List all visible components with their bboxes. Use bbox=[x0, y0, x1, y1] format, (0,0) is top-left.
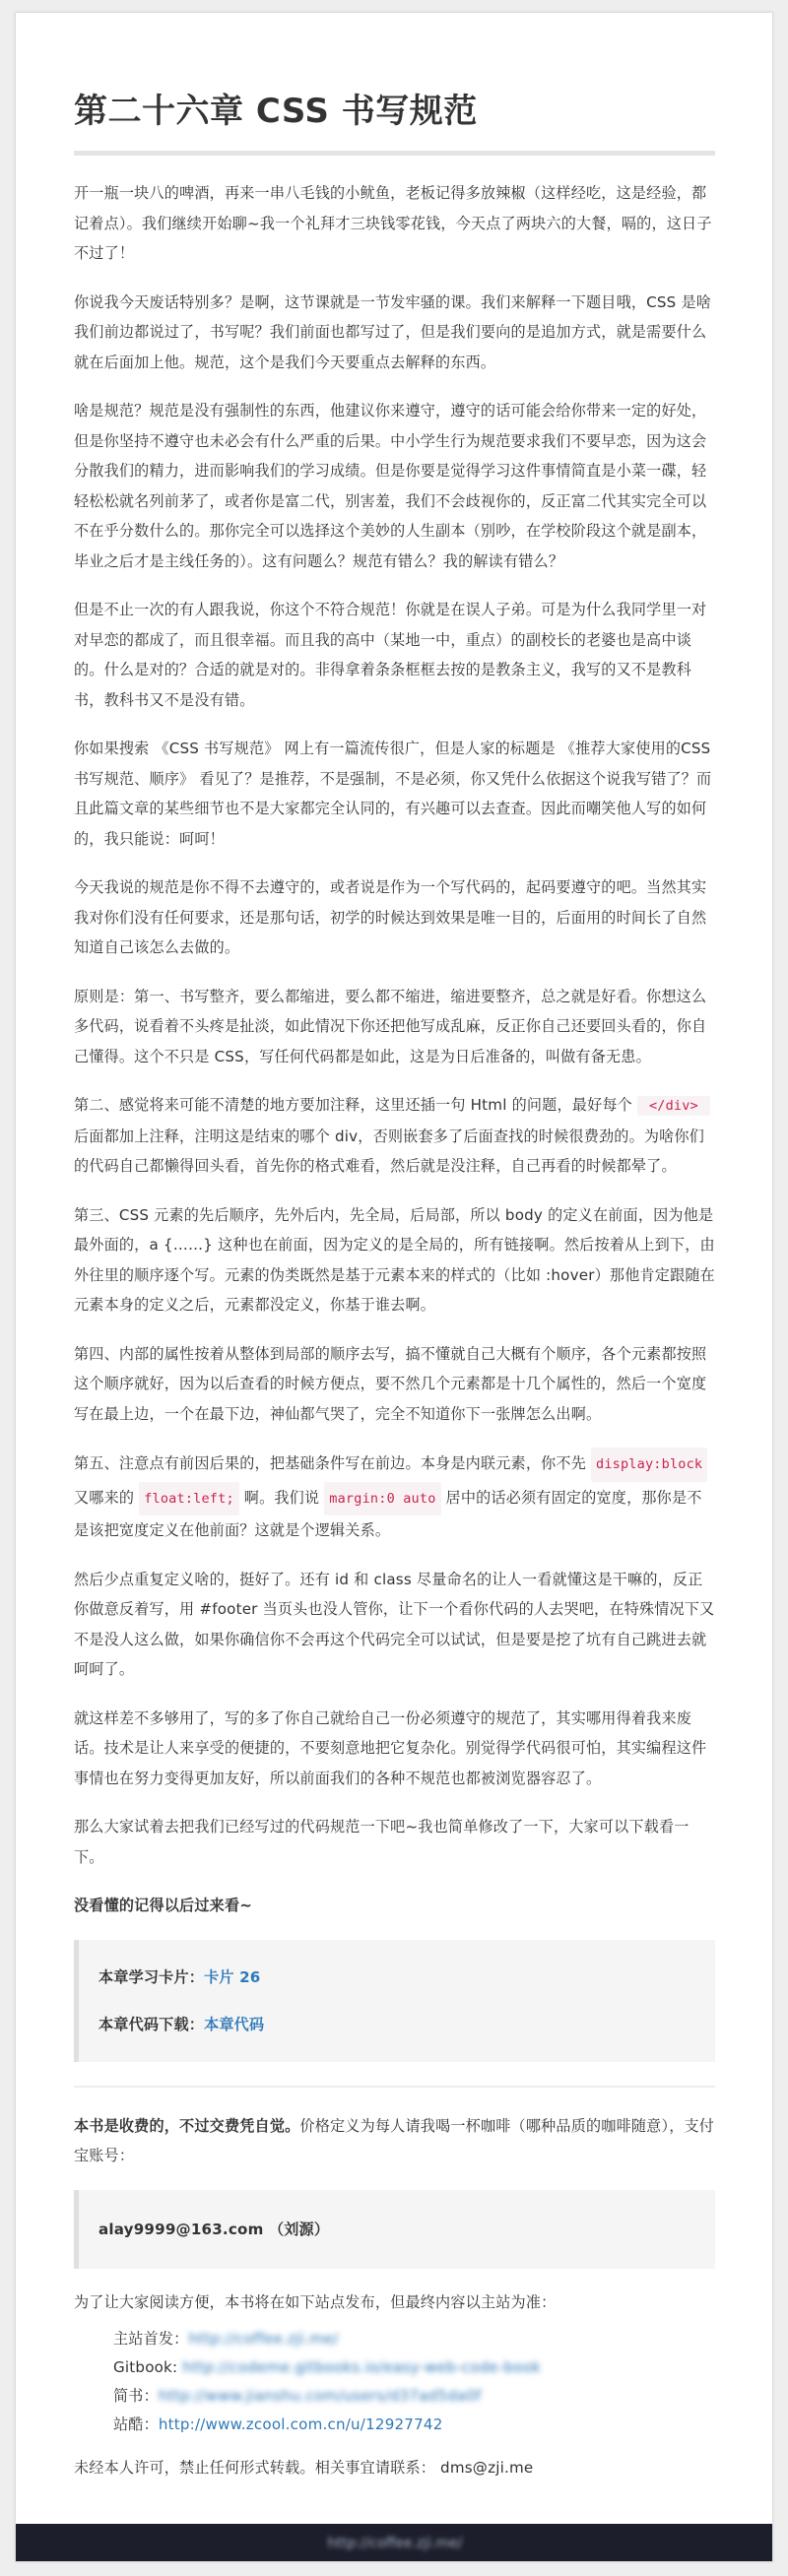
account-text: alay9999@163.com （刘源） bbox=[98, 2220, 330, 2238]
code-line bbox=[98, 2001, 715, 2048]
site-link[interactable]: http://coffee.zji.me/ bbox=[188, 2330, 339, 2348]
account-block bbox=[74, 2190, 715, 2269]
page bbox=[15, 12, 773, 2562]
inline-code: </div> bbox=[637, 1096, 710, 1116]
paragraph: 那么大家试着去把我们已经写过的代码规范一下吧~我也简单修改了一下，大家可以下载看一下。 bbox=[74, 1818, 690, 1866]
inline-code: display:block bbox=[591, 1448, 707, 1482]
site-label: Gitbook: bbox=[113, 2358, 183, 2376]
contact-line: 未经本人许可，禁止任何形式转载。相关事宜请联系： dms@zji.me bbox=[74, 2459, 534, 2477]
payment-note bbox=[74, 2111, 715, 2171]
code-label: 本章代码下载： bbox=[98, 2015, 205, 2033]
paragraph: 原则是：第一、书写整齐，要么都缩进，要么都不缩进，缩进要整齐，总之就是好看。你想这么多代码，说看着不头疼是扯淡，如此情况下你还把他写成乱麻，反正你自己还要回头看的，你自己懂得。这个不只是 CSS，写任何代码都是如此，这是为日后准备的，叫做有备无患。 bbox=[74, 987, 707, 1065]
card-link-text: 卡片 26 bbox=[204, 1967, 261, 1986]
site-label: 简书： bbox=[113, 2387, 159, 2405]
inline-code: float:left; bbox=[139, 1482, 239, 1516]
paragraph: 开一瓶一块八的啤酒，再来一串八毛钱的小鱿鱼，老板记得多放辣椒（这样经吃，这是经验，都记着点）。我们继续开始聊~我一个礼拜才三块钱零花钱，今天点了两块六的大餐，嗝的，这日子不过了！ bbox=[74, 184, 712, 262]
article bbox=[74, 13, 715, 2483]
paragraph: 你如果搜索 《CSS 书写规范》 网上有一篇流传很广，但是人家的标题是 《推荐大家使用的CSS书写规范、顺序》 看见了？是推荐，不是强制，不是必须，你又凭什么依据这个说我写错了？而且此篇文章的某些细节也不是大家都完全认同的，有兴趣可以去查查。因此而嘲笑他人写的如何的，我只能说：呵呵！ bbox=[74, 740, 712, 848]
site-item bbox=[113, 2353, 715, 2382]
site-label: 站酷： bbox=[113, 2415, 159, 2433]
publish-intro: 为了让大家阅读方便，本书将在如下站点发布，但最终内容以主站为准： bbox=[74, 2292, 557, 2311]
card-label: 本章学习卡片： bbox=[98, 1967, 205, 1986]
inline-code: margin:0 auto bbox=[324, 1482, 440, 1516]
account-line bbox=[98, 2215, 715, 2244]
paragraph-fifth-rule bbox=[74, 1448, 715, 1546]
site-link[interactable]: http://www.zcool.com.cn/u/12927742 bbox=[158, 2415, 443, 2433]
payment-bold: 本书是收费的，不过交费凭自觉。 bbox=[74, 2116, 300, 2135]
bold-text: 没看懂的记得以后过来看~ bbox=[74, 1897, 253, 1914]
paragraph-third-rule: 第三、CSS 元素的先后顺序，先外后内，先全局，后局部，所以 body 的定义在前面，因为他是最外面的，a {……} 这种也在前面，因为定义的是全局的，所有链接啊。然后按着从上到下，由外往里的顺序逐个写。元素的伪类既然是基于元素本来的样式的（比如 :hover）那他肯定跟随在元素本身的定义之后，元素都没定义，你基于谁去啊。 bbox=[74, 1205, 715, 1314]
text: 第五、注意点有前因后果的，把基础条件写在前边。本身是内联元素，你不先 bbox=[74, 1454, 586, 1472]
site-link[interactable]: http://www.jianshu.com/users/d37ad5da0f bbox=[158, 2387, 482, 2405]
text: 啊。我们说 bbox=[243, 1488, 320, 1507]
footer-bar bbox=[16, 2524, 773, 2562]
site-label: 主站首发： bbox=[113, 2330, 189, 2348]
paragraph: 然后少点重复定义啥的，挺好了。还有 id 和 class 尽量命名的让人一看就懂这是干嘛的，反正你做意反着写，用 #footer 当页头也没人管你，让下一个看你代码的人去哭吧，在特殊情况下又不是没人这么做，如果你确信你不会再这个代码完全可以试试，但是要是挖了坑有自己跳进去就呵呵了。 bbox=[74, 1570, 715, 1678]
divider bbox=[74, 2086, 715, 2088]
paragraph: 你说我今天废话特别多？是啊，这节课就是一节发牢骚的课。我们来解释一下题目哦，CSS 是啥我们前边都说过了，书写呢？我们前面也都写过了，但是我们要向的是追加方式，就是需要什么就在后面加上他。规范，这个是我们今天要重点去解释的东西。 bbox=[74, 292, 712, 371]
paragraph-fourth-rule: 第四、内部的属性按着从整体到局部的顺序去写，搞不懂就自己大概有个顺序，各个元素都按照这个顺序就好，因为以后查看的时候方便点，要不然几个元素都是十几个属性的，然后一个宽度写在最上边，一个在最下边，神仙都气哭了，完全不知道你下一张牌怎么出啊。 bbox=[74, 1344, 707, 1423]
code-download-link[interactable] bbox=[204, 2016, 264, 2033]
text: 居中的话必须有固定的宽度，那你是不是该把宽度定义在他前面？这就是个逻辑关系。 bbox=[74, 1488, 702, 1539]
site-list bbox=[113, 2325, 715, 2439]
chapter-resources-block bbox=[74, 1940, 715, 2062]
bold-note bbox=[74, 1891, 715, 1921]
text: 又哪来的 bbox=[74, 1488, 135, 1507]
paragraph: 啥是规范？规范是没有强制性的东西，他建议你来遵守，遵守的话可能会给你带来一定的好处，但是你坚持不遵守也未必会有什么严重的后果。中小学生行为规范要求我们不要早恋，因为这会分散我们的精力，进而影响我们的学习成绩。但是你要是觉得学习这件事情简直是小菜一碟，轻轻松松就名列前茅了，或者你是富二代，别害羞，我们不会歧视你的，反正富二代其实完全可以不在乎分数什么的。那你完全可以选择这个美妙的人生副本（别吵，在学校阶段这个就是副本，毕业之后才是主线任务的）。这有问题么？规范有错么？我的解读有错么？ bbox=[74, 402, 707, 570]
card-link[interactable] bbox=[204, 1968, 260, 1986]
paragraph: 今天我说的规范是你不得不去遵守的，或者说是作为一个写代码的，起码要遵守的吧。当然其实我对你们没有任何要求，还是那句话，初学的时候达到效果是唯一目的，后面用的时间长了自然知道自己该怎么去做的。 bbox=[74, 878, 707, 956]
card-line bbox=[98, 1954, 715, 2001]
paragraph: 但是不止一次的有人跟我说，你这个不符合规范！你就是在误人子弟。可是为什么我同学里一对对早恋的都成了，而且很幸福。而且我的高中（某地一中，重点）的副校长的老婆也是高中谈的。什么是对的？合适的就是对的。非得拿着条条框框去按的是教条主义，我写的又不是教科书，教科书又不是没有错。 bbox=[74, 601, 707, 709]
text: 第二、感觉将来可能不清楚的地方要加注释，这里还插一句 Html 的问题，最好每个 bbox=[74, 1096, 632, 1114]
code-link-text: 本章代码 bbox=[204, 2015, 265, 2033]
site-item bbox=[113, 2325, 715, 2353]
footer-url[interactable]: http://coffee.zji.me/ bbox=[327, 2536, 463, 2551]
site-item bbox=[113, 2382, 715, 2411]
text: 后面都加上注释，注明这是结束的哪个 div，否则嵌套多了后面查找的时候很费劲的。为啥你们的代码自己都懒得回头看，首先你的格式难看，然后就是没注释，自己再看的时候都晕了。 bbox=[74, 1127, 705, 1175]
chapter-title: 第二十六章 CSS 书写规范 bbox=[74, 90, 715, 156]
paragraph: 就这样差不多够用了，写的多了你自己就给自己一份必须遵守的规范了，其实哪用得着我来废话。技术是让人来享受的便捷的，不要刻意地把它复杂化。别觉得学代码很可怕，其实编程这件事情也在努力变得更加友好，所以前面我们的各种不规范也都被浏览器容忍了。 bbox=[74, 1708, 707, 1787]
payment-text: 价格定义为每人请我喝一杯咖啡（哪种品质的咖啡随意），支付宝账号： bbox=[74, 2116, 715, 2164]
site-item bbox=[113, 2411, 715, 2439]
paragraph-second-rule bbox=[74, 1090, 715, 1182]
site-link[interactable]: http://codeme.gitbooks.io/easy-web-code-book bbox=[182, 2358, 541, 2376]
